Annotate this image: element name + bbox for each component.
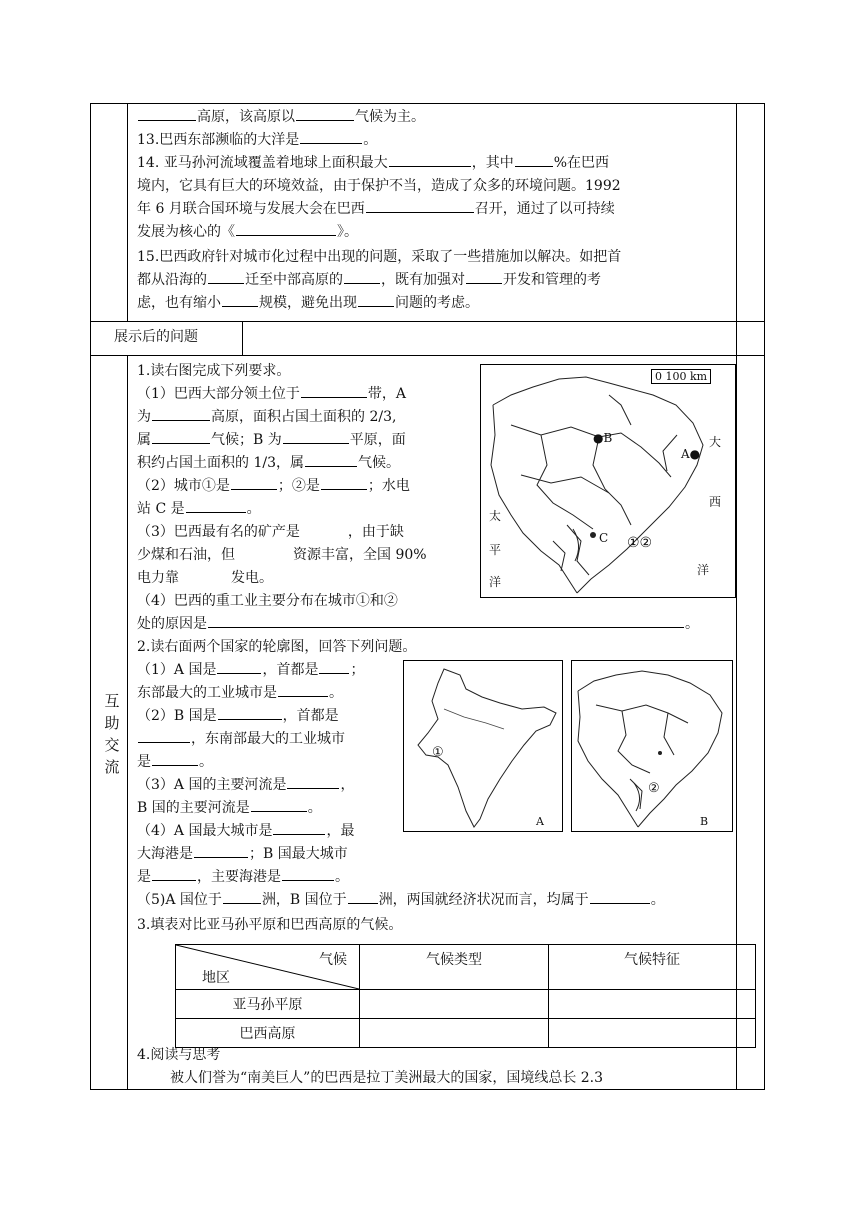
header-climate: 气候 [319,952,347,968]
q1-title: 1.读右图完成下列要求。 [137,363,291,379]
brazil2-map-label: B [700,815,709,828]
q1-p1-l3: 属 气候；B 为 平原，面 [137,429,406,452]
col-divider-1 [127,103,128,321]
blank [305,452,357,467]
row-divider-1 [90,321,765,322]
q2-a1: （1）A 国是 ，首都是 ； [137,659,364,682]
pacific-char-1: 太 [489,509,502,523]
col-climate-features: 气候特征 [549,945,756,990]
india-city-1: ① [432,745,444,760]
map-label-a: A● [681,447,701,461]
blank [296,106,354,121]
q15-line-1: 15.巴西政府针对城市化过程中出现的问题，采取了一些措施加以解决。如把首 [137,249,622,265]
blank [152,429,210,444]
q2-b1: （2）B 国是 ，首都是 [137,705,339,728]
blank [319,659,349,674]
brazil-outline-2 [572,661,734,833]
climate-comparison-table [175,944,756,1048]
diagonal-header-cell [176,945,360,990]
blank [152,866,196,881]
blank [300,129,362,144]
q2-title: 2.读右面两个国家的轮廓图，回答下列问题。 [137,639,417,655]
q14-line-3: 年 6 月联合国环境与发展大会在巴西 召开，通过了以可持续 [137,198,615,221]
header-region: 地区 [202,970,230,986]
q3-title: 3.填表对比亚马孙平原和巴西高原的气候。 [137,917,403,933]
q2-e1: （5)A 国位于 洲，B 国位于 洲，两国就经济状况而言，均属于 。 [137,889,665,912]
india-map [403,660,563,832]
cell-empty[interactable] [360,1019,549,1048]
row-divider-2 [90,355,765,356]
col-climate-type: 气候类型 [360,945,549,990]
atlantic-char-2: 西 [709,495,722,509]
blank [366,198,474,213]
blank [590,889,650,904]
q1-p1-l1: （1）巴西大部分领土位于 带，A [137,383,406,406]
blank [236,221,336,236]
blank [282,866,334,881]
blank [217,659,261,674]
blank [251,797,307,812]
blank [287,774,339,789]
blank [515,152,553,167]
map-scale: 0 100 km [651,369,711,384]
brazil2-city-2: ② [648,781,660,796]
q1-p1-l4: 积约占国土面积的 1/3，属 气候。 [137,452,400,475]
q1-p4-l2: 处的原因是 。 [137,613,699,636]
q1-p3-l2: 少煤和石油，但 资源丰富，全国 90% [137,547,427,563]
q1-p2-l1: （2）城市①是 ；②是 ；水电 [137,475,410,498]
col-divider-1b [127,355,128,1090]
q2-b2: ，东南部最大的工业城市 [137,728,345,751]
q14-line-4: 发展为核心的《 》。 [137,221,358,244]
blank [222,292,258,307]
blank [186,498,246,513]
blank [301,383,367,398]
row-brazil-plateau: 巴西高原 [176,1019,360,1048]
blank [466,269,502,284]
q15-line-3: 虑，也有缩小 规模，避免出现 问题的考虑。 [137,292,479,315]
blank [283,429,349,444]
blank [138,106,196,121]
cell-empty[interactable] [360,990,549,1019]
q4-title: 4.阅读与思考 [137,1047,221,1063]
blank [218,705,282,720]
atlantic-char-3: 洋 [697,563,710,577]
col-divider-2 [242,321,243,355]
map-cities: ①② [627,535,653,551]
blank [208,269,244,284]
brazil-map-2 [571,660,733,832]
blank [138,728,190,743]
blank [389,152,471,167]
blank [358,292,394,307]
q2-a2: 东部最大的工业城市是 。 [137,682,343,705]
q1-p1-l2: 为 高原，面积占国土面积的 2/3, [137,406,396,429]
blank [152,406,210,421]
cell-empty[interactable] [549,990,756,1019]
atlantic-char-1: 大 [709,435,722,449]
q13-line: 13.巴西东部濒临的大洋是 。 [137,129,377,152]
blank [223,889,261,904]
blank [231,475,277,490]
q1-p2-l2: 站 C 是 。 [137,498,261,521]
hydro-station-dot [590,532,596,538]
q4-text: 被人们誉为“南美巨人”的巴西是拉丁美洲最大的国家，国境线总长 2.3 [170,1070,604,1086]
brazil-map [480,364,736,598]
q2-c2: B 国的主要河流是 。 [137,797,322,820]
blank [348,889,378,904]
q1-p3-l3: 电力靠 发电。 [137,570,273,586]
q1-p3-l1: （3）巴西最有名的矿产是 ，由于缺 [137,524,404,540]
map-label-b: ●B [593,431,613,445]
city-dot [658,751,662,755]
q14-line-1: 14. 亚马孙河流域覆盖着地球上面积最大 ，其中 %在巴西 [137,152,609,175]
section-label: 互助交流 [104,692,120,776]
display-row-label: 展示后的问题 [114,329,198,345]
india-map-label: A [536,815,544,828]
q14-line-2: 境内，它具有巨大的环境效益，由于保护不当，造成了众多的环境问题。1992 [137,178,621,194]
blank [194,843,248,858]
top-line-1: 高原，该高原以 气候为主。 [137,106,425,129]
blank [321,475,367,490]
blank [278,682,328,697]
q2-c1: （3）A 国的主要河流是 ， [137,774,354,797]
q15-line-2: 都从沿海的 迁至中部高原的 ，既有加强对 开发和管理的考 [137,269,601,292]
q2-d3: 是 ，主要海港是 。 [137,866,349,889]
cell-empty[interactable] [549,1019,756,1048]
q1-p4-l1: （4）巴西的重工业主要分布在城市①和② [137,593,398,609]
blank [208,613,684,628]
pacific-char-2: 平 [489,543,502,557]
q2-d2: 大海港是 ；B 国最大城市 [137,843,348,866]
india-outline [404,661,564,833]
blank [344,269,380,284]
row-amazon: 亚马孙平原 [176,990,360,1019]
blank [273,820,325,835]
map-label-c: C [599,531,609,545]
q2-b3: 是 。 [137,751,213,774]
blank [152,751,198,766]
pacific-char-3: 洋 [489,575,502,589]
q2-d1: （4）A 国最大城市是 ，最 [137,820,354,843]
